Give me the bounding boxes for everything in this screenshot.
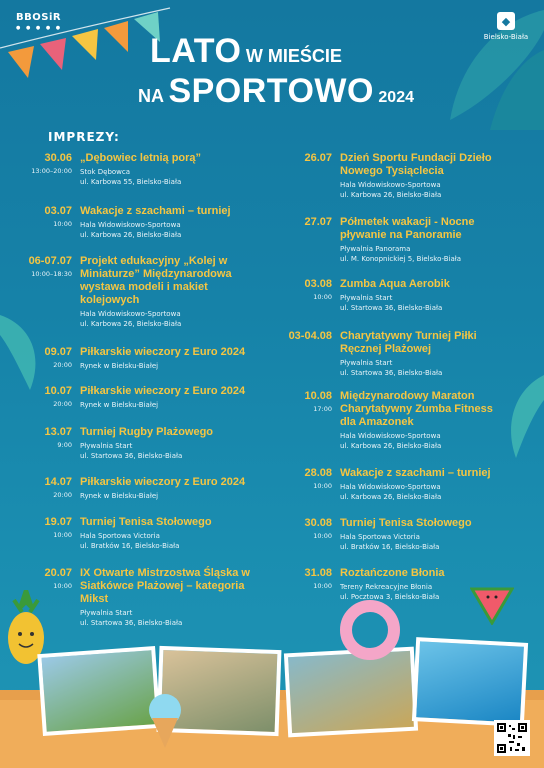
event-time: 13:00–20:00 [31, 167, 72, 175]
event-place: Rynek w Bielsku-Białej [80, 492, 159, 500]
event-time: 10:00 [313, 582, 332, 590]
event-item [6, 152, 201, 187]
event-item [6, 426, 213, 461]
event-date: 26.07 [304, 152, 332, 164]
event-title: „Dębowiec letnią porą” [80, 152, 202, 164]
title-line-1 [150, 32, 342, 71]
event-item [6, 516, 212, 551]
event-title: Piłkarskie wieczory z Euro 2024 [80, 385, 246, 397]
event-date: 14.07 [44, 476, 72, 488]
ice-cream-icon [142, 690, 188, 750]
event-title: Turniej Tenisa Stołowego [80, 516, 212, 528]
event-title: Wakacje z szachami – turniej [340, 467, 491, 479]
event-place: Hala Widowiskowo-Sportowa ul. Karbowa 26, Bielsko-Biała [340, 432, 442, 450]
event-title: Turniej Rugby Plażowego [80, 426, 214, 438]
photo-fitness-class [284, 647, 418, 738]
event-item [282, 390, 505, 451]
event-item [6, 385, 245, 410]
event-place: Pływalnia Start ul. Startowa 36, Bielsko-Biała [80, 442, 183, 460]
event-item [282, 278, 450, 313]
event-time: 10:00 [53, 220, 72, 228]
photo-boy-swimming [412, 637, 528, 727]
event-item [6, 255, 260, 329]
city-logo-icon: ◆ [497, 12, 515, 30]
event-item [282, 152, 520, 200]
event-date: 09.07 [44, 346, 72, 358]
event-date: 10.07 [44, 385, 72, 397]
org-logo-dots: ● ● ● ● ● [16, 25, 63, 31]
event-title: Półmetek wakacji - Nocne pływanie na Panoramie [340, 216, 475, 241]
event-time: 17:00 [313, 405, 332, 413]
event-item [282, 330, 510, 378]
event-title: Dzień Sportu Fundacji Dzieło Nowego Tysiąclecia [340, 152, 492, 177]
event-time: 10:00–18:30 [31, 270, 72, 278]
city-name: Bielsko-Biała [483, 33, 529, 41]
event-time: 20:00 [53, 491, 72, 499]
title-w-miescie: W MIEŚCIE [245, 46, 342, 66]
event-place: Hala Sportowa Victoria ul. Bratków 16, Bielsko-Biała [340, 533, 440, 551]
event-item [282, 567, 480, 602]
event-item [6, 476, 245, 501]
event-time: 9:00 [57, 441, 72, 449]
title-lato: LATO [150, 32, 242, 70]
event-item [282, 467, 491, 502]
events-heading: IMPREZY: [48, 130, 120, 144]
event-place: Hala Widowiskowo-Sportowa ul. Karbowa 26, Bielsko-Biała [340, 483, 442, 501]
event-item [282, 216, 515, 264]
event-time: 20:00 [53, 361, 72, 369]
event-place: Rynek w Bielsku-Białej [80, 362, 159, 370]
event-time: 10:00 [313, 532, 332, 540]
event-date: 30.06 [44, 152, 72, 164]
event-title: Charytatywny Turniej Piłki Ręcznej Plażowej [340, 330, 477, 355]
swim-ring-icon [340, 600, 400, 660]
event-date: 20.07 [44, 567, 72, 579]
event-date: 13.07 [44, 426, 72, 438]
event-place: Pływalnia Panorama ul. M. Konopnickiej 5, Bielsko-Biała [340, 245, 462, 263]
event-place: Hala Sportowa Victoria ul. Bratków 16, Bielsko-Biała [80, 532, 180, 550]
event-title: Piłkarskie wieczory z Euro 2024 [80, 476, 246, 488]
watermelon-icon [470, 585, 514, 625]
event-place: Hala Widowiskowo-Sportowa ul. Karbowa 26, Bielsko-Biała [80, 221, 182, 239]
event-place: Pływalnia Start ul. Startowa 36, Bielsko-Biała [80, 609, 183, 627]
city-logo [482, 12, 530, 41]
event-title: IX Otwarte Mistrzostwa Śląska w Siatkówce Plażowej – kategoria Mikst [80, 567, 250, 605]
event-title: Zumba Aqua Aerobik [340, 278, 450, 290]
event-date: 06-07.07 [28, 255, 72, 267]
org-logo: BBOSiR [16, 12, 62, 23]
event-place: Tereny Rekreacyjne Błonia ul. Pocztowa 3, Bielsko-Biała [340, 583, 440, 601]
event-item [282, 517, 472, 552]
event-date: 28.08 [304, 467, 332, 479]
event-title: Roztańczone Błonia [340, 567, 445, 579]
event-date: 10.08 [304, 390, 332, 402]
event-time: 10:00 [53, 531, 72, 539]
event-place: Rynek w Bielsku-Białej [80, 401, 159, 409]
event-place: Hala Widowiskowo-Sportowa ul. Karbowa 26, Bielsko-Biała [80, 310, 182, 328]
event-title: Projekt edukacyjny „Kolej w Miniaturze” Międzynarodowa wystawa modeli i makiet kolejowych [80, 255, 232, 306]
event-time: 20:00 [53, 400, 72, 408]
event-date: 03-04.08 [288, 330, 332, 342]
event-date: 03.07 [44, 205, 72, 217]
event-date: 03.08 [304, 278, 332, 290]
event-place: Pływalnia Start ul. Startowa 36, Bielsko-Biała [340, 359, 443, 377]
event-item [6, 205, 231, 240]
event-title: Wakacje z szachami – turniej [80, 205, 231, 217]
event-time: 10:00 [313, 293, 332, 301]
event-title: Turniej Tenisa Stołowego [340, 517, 472, 529]
title-na: NA [138, 86, 164, 106]
event-date: 19.07 [44, 516, 72, 528]
title-sportowo: SPORTOWO [168, 72, 374, 110]
event-date: 30.08 [304, 517, 332, 529]
event-time: 10:00 [53, 582, 72, 590]
event-title: Piłkarskie wieczory z Euro 2024 [80, 346, 246, 358]
title-line-2 [138, 72, 414, 111]
palm-leaf-icon [504, 370, 544, 460]
event-title: Międzynarodowy Maraton Charytatywny Zumba Fitness dla Amazonek [340, 390, 493, 428]
title-year: 2024 [378, 89, 414, 106]
qr-code-icon[interactable] [494, 720, 530, 756]
event-place: Stok Dębowca ul. Karbowa 55, Bielsko-Biała [80, 168, 182, 186]
event-time: 10:00 [313, 482, 332, 490]
event-date: 31.08 [304, 567, 332, 579]
event-item [6, 346, 245, 371]
event-date: 27.07 [304, 216, 332, 228]
event-place: Pływalnia Start ul. Startowa 36, Bielsko-Biała [340, 294, 443, 312]
event-place: Hala Widowiskowo-Sportowa ul. Karbowa 26, Bielsko-Biała [340, 181, 442, 199]
